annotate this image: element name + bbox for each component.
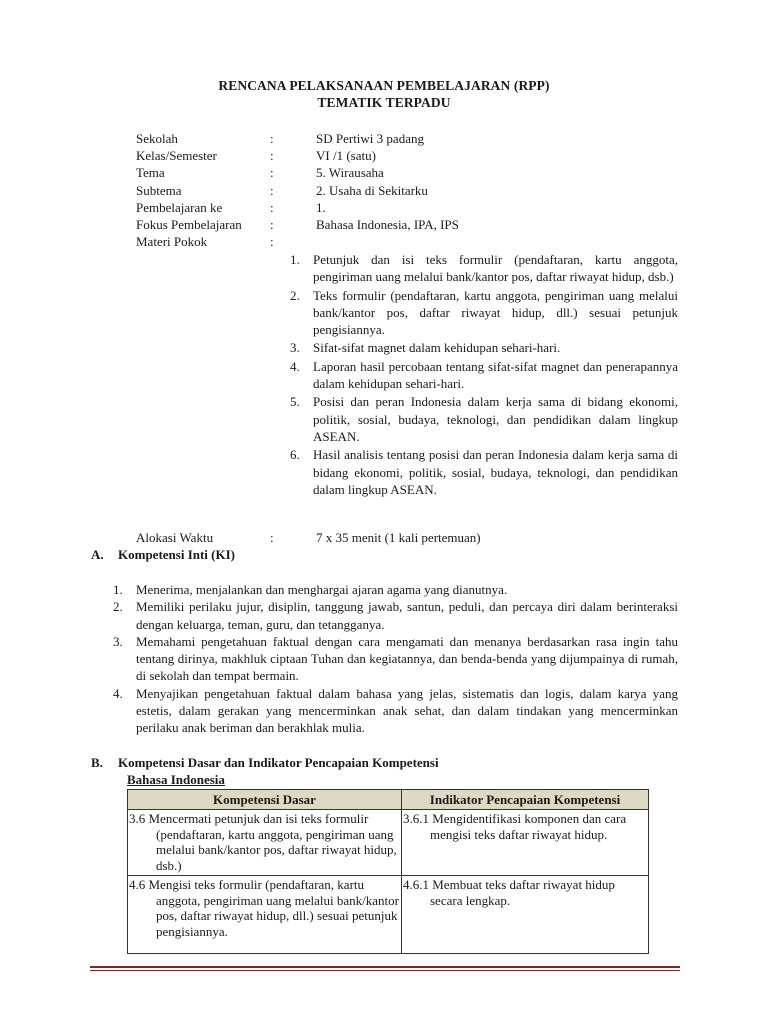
info-row-sekolah bbox=[136, 130, 696, 147]
kd-text: 4.6 Mengisi teks formulir (pendaftaran, kartu anggota, pengiriman uang melalui bank/kantor pos, daftar riwayat hidup, dll.) sesuai petunjuk pengisiannya. bbox=[129, 877, 399, 939]
info-colon: : bbox=[270, 216, 274, 232]
indicator-text: 3.6.1 Mengidentifikasi komponen dan cara mengisi teks daftar riwayat hidup. bbox=[403, 811, 627, 842]
info-colon: : bbox=[270, 148, 274, 164]
info-value: 7 x 35 menit (1 kali pertemuan) bbox=[316, 530, 481, 545]
info-value: 1. bbox=[316, 199, 326, 215]
list-item bbox=[113, 633, 678, 685]
info-row-tema bbox=[136, 164, 696, 181]
kompetensi-inti-list bbox=[113, 581, 678, 737]
table-row bbox=[128, 876, 649, 954]
table-cell bbox=[128, 810, 402, 876]
list-item bbox=[113, 685, 678, 737]
info-row-materi bbox=[136, 233, 696, 250]
info-label: Sekolah bbox=[136, 131, 178, 146]
info-colon: : bbox=[270, 165, 274, 181]
table-cell bbox=[128, 876, 402, 954]
info-row-kelas bbox=[136, 147, 696, 164]
item-text: Petunjuk dan isi teks formulir (pendaftaran, kartu anggota, pengiriman uang melalui bank/kantor pos, daftar riwayat hidup, dsb.) bbox=[313, 252, 678, 285]
info-colon: : bbox=[270, 199, 274, 215]
item-text: Teks formulir (pendaftaran, kartu anggota, pengiriman uang melalui bank/kantor pos, daftar riwayat hidup, dll.) sesuai petunjuk pengisiannya. bbox=[313, 287, 678, 338]
item-text: Laporan hasil percobaan tentang sifat-sifat magnet dan penerapannya dalam kehidupan sehari-hari. bbox=[313, 358, 678, 392]
info-label: Pembelajaran ke bbox=[136, 199, 223, 215]
item-text: Sifat-sifat magnet dalam kehidupan sehari-hari. bbox=[313, 340, 561, 356]
item-number: 2. bbox=[113, 599, 123, 615]
info-row-pembelajaran bbox=[136, 199, 696, 216]
materi-pokok-list bbox=[290, 251, 678, 499]
footer-rule-thin bbox=[90, 970, 680, 971]
section-heading-a bbox=[91, 546, 491, 563]
info-row-subtema bbox=[136, 182, 696, 199]
item-number: 1. bbox=[290, 252, 300, 267]
info-colon: : bbox=[270, 234, 274, 250]
info-label: Alokasi Waktu bbox=[136, 530, 214, 545]
info-value: 2. Usaha di Sekitarku bbox=[316, 182, 428, 198]
item-number: 3. bbox=[290, 340, 300, 356]
indicator-text: 4.6.1 Membuat teks daftar riwayat hidup secara lengkap. bbox=[403, 877, 615, 908]
section-heading-b bbox=[91, 754, 591, 771]
item-number: 4. bbox=[113, 685, 123, 701]
item-number: 5. bbox=[290, 394, 300, 410]
section-title: Kompetensi Dasar dan Indikator Pencapaian Kompetensi bbox=[118, 755, 439, 770]
footer-rule bbox=[90, 966, 680, 968]
document-subtitle: TEMATIK TERPADU bbox=[317, 95, 451, 110]
item-text: Memiliki perilaku jujur, disiplin, tanggung jawab, santun, peduli, dan percaya diri dalam berinteraksi dengan keluarga, teman, guru, dan tetangganya. bbox=[136, 599, 678, 632]
info-colon: : bbox=[270, 131, 274, 146]
item-number: 2. bbox=[290, 287, 300, 303]
item-text: Menyajikan pengetahuan faktual dalam bahasa yang jelas, sistematis dan logis, dalam karya yang estetis, dalam gerakan yang mencerminkan anak sehat, dan dalam tindakan yang mencerminkan perilaku anak beriman dan berakhlak mulia. bbox=[136, 685, 678, 736]
list-item bbox=[290, 358, 678, 393]
item-number: 1. bbox=[113, 582, 123, 597]
kompetensi-table bbox=[127, 789, 649, 954]
info-row-fokus bbox=[136, 216, 696, 233]
list-item bbox=[290, 251, 678, 286]
info-label: Subtema bbox=[136, 182, 182, 198]
list-item bbox=[290, 446, 678, 498]
item-text: Menerima, menjalankan dan menghargai ajaran agama yang dianutnya. bbox=[136, 582, 508, 597]
list-item bbox=[290, 287, 678, 339]
section-letter: A. bbox=[91, 547, 104, 562]
table-cell bbox=[402, 876, 649, 954]
list-item bbox=[290, 393, 678, 445]
table-header-row bbox=[128, 790, 649, 810]
table-cell bbox=[402, 810, 649, 876]
subject-heading: Bahasa Indonesia bbox=[127, 772, 225, 787]
info-value: SD Pertiwi 3 padang bbox=[316, 131, 424, 146]
item-number: 3. bbox=[113, 633, 123, 649]
info-value: Bahasa Indonesia, IPA, IPS bbox=[316, 216, 459, 232]
section-title: Kompetensi Inti (KI) bbox=[118, 547, 235, 562]
list-item bbox=[113, 598, 678, 633]
info-label: Kelas/Semester bbox=[136, 148, 217, 164]
item-number: 4. bbox=[290, 358, 300, 374]
info-value: 5. Wirausaha bbox=[316, 165, 384, 181]
list-item bbox=[290, 339, 678, 356]
info-label: Materi Pokok bbox=[136, 234, 208, 250]
alokasi-waktu-row bbox=[136, 529, 696, 546]
document-title: RENCANA PELAKSANAAN PEMBELAJARAN (RPP) bbox=[218, 78, 550, 93]
table-row bbox=[128, 810, 649, 876]
info-value: VI /1 (satu) bbox=[316, 148, 376, 164]
info-label: Tema bbox=[136, 165, 165, 181]
item-text: Posisi dan peran Indonesia dalam kerja sama di bidang ekonomi, politik, sosial, budaya, teknologi, dan pendidikan dalam lingkup ASEAN. bbox=[313, 394, 678, 444]
identity-block bbox=[136, 130, 696, 250]
column-header: Indikator Pencapaian Kompetensi bbox=[402, 790, 649, 810]
item-text: Memahami pengetahuan faktual dengan cara mengamati dan menanya berdasarkan rasa ingin tahu tentang dirinya, makhluk ciptaan Tuhan dan kegiatannya, dan benda-benda yang dijumpainya di rumah, di sekolah dan tempat bermain. bbox=[136, 633, 678, 684]
item-text: Hasil analisis tentang posisi dan peran Indonesia dalam kerja sama di bidang ekonomi, politik, sosial, budaya, teknologi, dan pendidikan dalam lingkup ASEAN. bbox=[313, 447, 678, 497]
list-item bbox=[113, 581, 678, 598]
kd-text: 3.6 Mencermati petunjuk dan isi teks formulir (pendaftaran, kartu anggota, pengiriman uang melalui bank/kantor pos, daftar riwayat hidup, dsb.) bbox=[129, 811, 397, 873]
item-number: 6. bbox=[290, 447, 300, 463]
section-letter: B. bbox=[91, 755, 103, 770]
info-label: Fokus Pembelajaran bbox=[136, 216, 242, 232]
info-colon: : bbox=[270, 530, 274, 545]
info-colon: : bbox=[270, 182, 274, 198]
column-header: Kompetensi Dasar bbox=[128, 790, 402, 810]
